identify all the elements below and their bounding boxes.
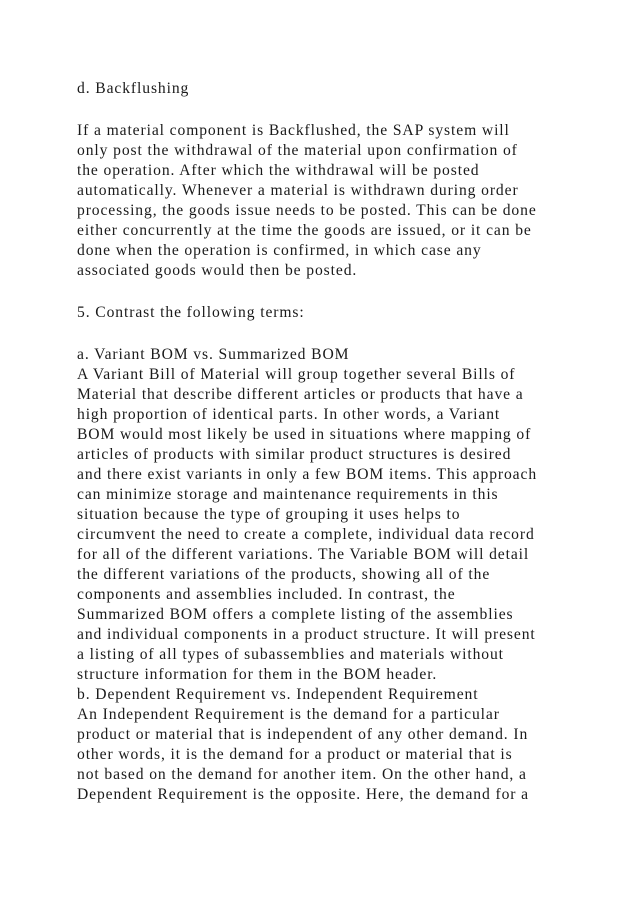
text-line: can minimize storage and maintenance requirements in this: [77, 486, 499, 503]
text-line: Summarized BOM offers a complete listing of the assemblies: [77, 606, 514, 623]
text-line: If a material component is Backflushed, the SAP system will: [77, 122, 510, 139]
text-line: a listing of all types of subassemblies and materials without: [77, 646, 504, 663]
text-line: An Independent Requirement is the demand for a particular: [77, 706, 500, 723]
text-line: A Variant Bill of Material will group together several Bills of: [77, 366, 516, 383]
text-line: for all of the different variations. The Variable BOM will detail: [77, 546, 530, 563]
text-line: the operation. After which the withdrawal will be posted: [77, 162, 480, 179]
text-line: done when the operation is confirmed, in which case any: [77, 242, 482, 259]
text-line: other words, it is the demand for a product or material that is: [77, 746, 513, 763]
text-line: situation because the type of grouping it uses helps to: [77, 506, 461, 523]
text-line: the different variations of the products, showing all of the: [77, 566, 491, 583]
text-line: associated goods would then be posted.: [77, 262, 358, 279]
text-line: processing, the goods issue needs to be posted. This can be done: [77, 202, 537, 219]
section-heading-backflushing: d. Backflushing: [77, 80, 190, 97]
text-line: not based on the demand for another item. On the other hand, a: [77, 766, 527, 783]
text-line: and there exist variants in only a few BOM items. This approach: [77, 466, 538, 483]
subheading-dependent-requirement: b. Dependent Requirement vs. Independent Requirement: [77, 686, 479, 703]
text-line: product or material that is independent of any other demand. In: [77, 726, 529, 743]
text-line: Dependent Requirement is the opposite. Here, the demand for a: [77, 786, 529, 803]
text-line: circumvent the need to create a complete, individual data record: [77, 526, 535, 543]
text-line: articles of products with similar product structures is desired: [77, 446, 512, 463]
text-line: BOM would most likely be used in situations where mapping of: [77, 426, 532, 443]
text-line: and individual components in a product structure. It will present: [77, 626, 536, 643]
subheading-variant-bom: a. Variant BOM vs. Summarized BOM: [77, 346, 350, 363]
text-line: components and assemblies included. In contrast, the: [77, 586, 456, 603]
question-heading: 5. Contrast the following terms:: [77, 304, 305, 321]
text-line: Material that describe different articles or products that have a: [77, 386, 524, 403]
text-line: structure information for them in the BOM header.: [77, 666, 438, 683]
text-line: automatically. Whenever a material is withdrawn during order: [77, 182, 519, 199]
text-line: only post the withdrawal of the material upon confirmation of: [77, 142, 518, 159]
text-line: either concurrently at the time the goods are issued, or it can be: [77, 222, 532, 239]
text-line: high proportion of identical parts. In other words, a Variant: [77, 406, 501, 423]
